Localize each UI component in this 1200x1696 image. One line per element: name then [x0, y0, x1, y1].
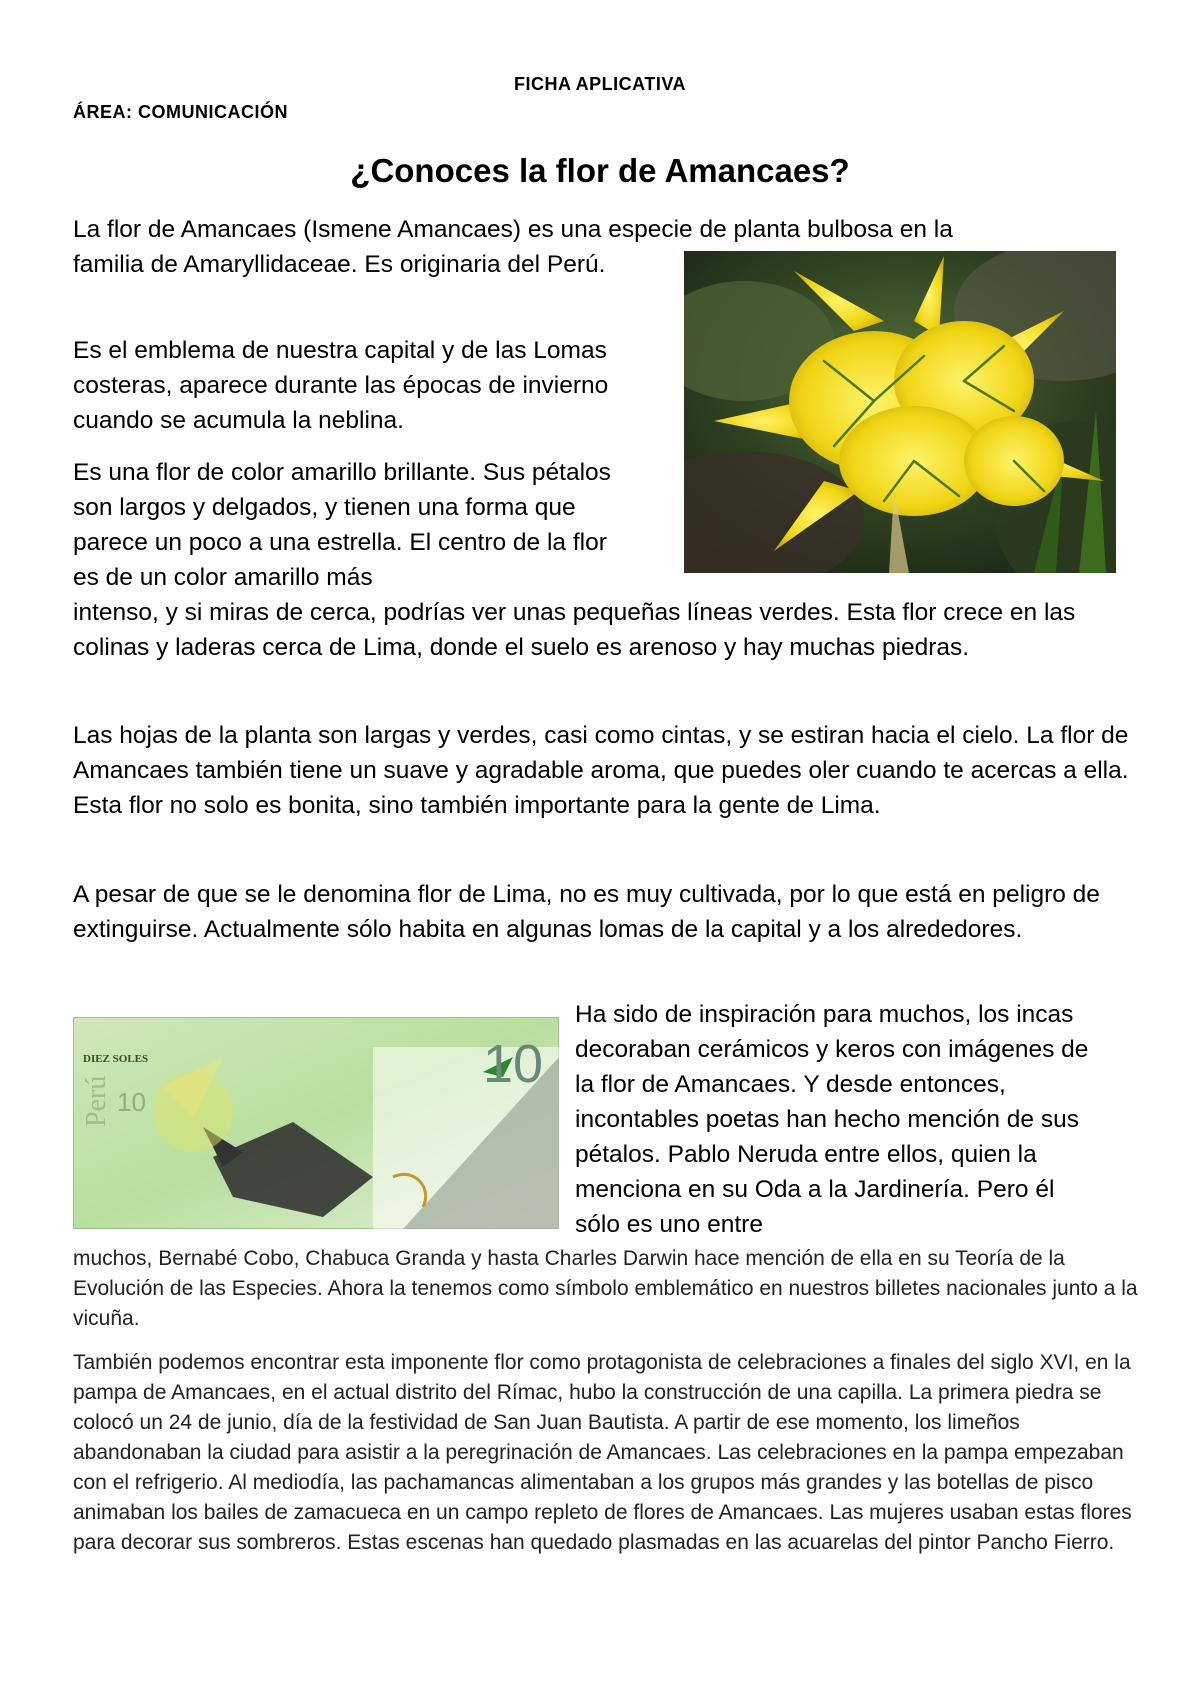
- paragraph-1-line1: La flor de Amancaes (Ismene Amancaes) es una especie de planta bulbosa en la: [73, 216, 953, 243]
- paragraph-6-right: Ha sido de inspiración para muchos, los incas decoraban cerámicos y keros con imágenes de la flor de Amancaes. Y desde entonces, incontables poetas han hecho mención de sus pétalos. Pablo Neruda entre ellos, quien la menciona en su Oda a la Jardinería. Pero él sólo es uno entre: [575, 1001, 1089, 1238]
- banknote-small-number: 10: [117, 1087, 146, 1117]
- worksheet-heading: FICHA APLICATIVA: [514, 74, 686, 94]
- paragraph-7: También podemos encontrar esta imponente flor como protagonista de celebraciones a finales del siglo XVI, en la pampa de Amancaes, en el actual distrito del Rímac, hubo la construcción de una capilla. La primera piedra se colocó un 24 de junio, día de la festividad de San Juan Bautista. A partir de ese momento, los limeños abandonaban la ciudad para asistir a la peregrinación de Amancaes. Las celebraciones en la pampa empezaban con el refrigerio. Al mediodía, las pachamancas alimentaban a los grupos más grandes y las botellas de pisco animaban los bailes de zamacueca en un campo repleto de flores de Amancaes. Las mujeres usaban estas flores para decorar sus sombreros. Estas escenas han quedado plasmadas en las acuarelas del pintor Pancho Fierro.: [73, 1351, 1132, 1554]
- banknote-country: Perú: [81, 1075, 112, 1127]
- paragraph-4: Las hojas de la planta son largas y verdes, casi como cintas, y se estiran hacia el cielo. La flor de Amancaes también tiene un suave y agradable aroma, que puedes oler cuando te acercas a ella. Esta flor no solo es bonita, sino también importante para la gente de Lima.: [73, 722, 1129, 819]
- subject-area: ÁREA: COMUNICACIÓN: [73, 102, 288, 122]
- paragraph-5: A pesar de que se le denomina flor de Lima, no es muy cultivada, por lo que está en peligro de extinguirse. Actualmente sólo habita en algunas lomas de la capital y a los alrededores.: [73, 881, 1100, 943]
- paragraph-3-bottom: intenso, y si miras de cerca, podrías ver unas pequeñas líneas verdes. Esta flor crece en las colinas y laderas cerca de Lima, donde el suelo es arenoso y hay muchas piedras.: [73, 599, 1076, 661]
- page-title: ¿Conoces la flor de Amancaes?: [350, 152, 850, 189]
- paragraph-6-rest: muchos, Bernabé Cobo, Chabuca Granda y hasta Charles Darwin hace mención de ella en su Teoría de la Evolución de las Especies. Ahora la tenemos como símbolo emblemático en nuestros billetes nacionales junto a la vicuña.: [73, 1247, 1138, 1330]
- paragraph-2: Es el emblema de nuestra capital y de las Lomas costeras, aparece durante las épocas de invierno cuando se acumula la neblina.: [73, 337, 609, 434]
- banknote-number: 10: [482, 1034, 543, 1094]
- amancaes-flower-photo: [684, 251, 1116, 573]
- ten-soles-banknote-image: [73, 1017, 559, 1229]
- banknote-denomination-text: DIEZ SOLES: [83, 1053, 149, 1065]
- paragraph-3-top: Es una flor de color amarillo brillante. Sus pétalos son largos y delgados, y tienen una forma que parece un poco a una estrella. El centro de la flor es de un color amarillo más: [73, 459, 611, 591]
- flower-illustration: [684, 251, 1116, 573]
- paragraph-1-rest: familia de Amaryllidaceae. Es originaria del Perú.: [73, 251, 606, 278]
